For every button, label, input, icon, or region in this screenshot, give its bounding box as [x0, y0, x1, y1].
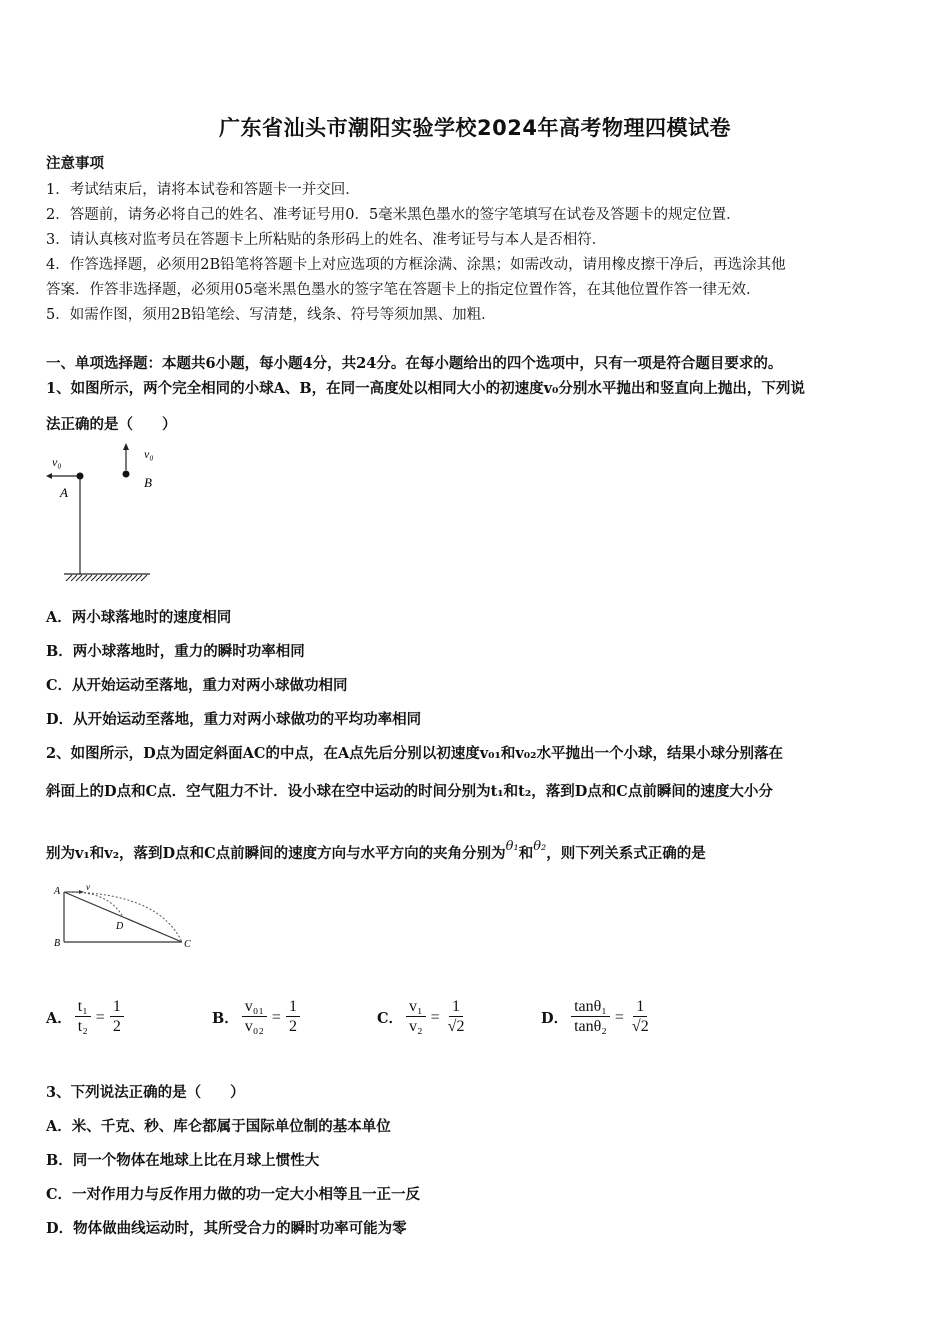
- q3-option-a: A．米、千克、秒、库仑都属于国际单位制的基本单位: [46, 1118, 391, 1135]
- denominator: t₂: [77, 1018, 88, 1035]
- label-c: C: [184, 939, 191, 950]
- numerator: 1: [286, 998, 300, 1017]
- arrow-head-left: [46, 473, 52, 479]
- numerator: tanθ₁: [571, 998, 610, 1017]
- notice-item: 答案．作答非选择题，必须用05毫米黑色墨水的签字笔在答题卡上的指定位置作答，在其他位置作答一律无效．: [46, 282, 761, 298]
- page-title: 广东省汕头市潮阳实验学校2024年高考物理四模试卷: [219, 116, 731, 140]
- label-a: A: [60, 485, 68, 500]
- option-label: D．: [541, 1010, 569, 1027]
- arrow-head-up: [123, 443, 129, 450]
- q3-stem: 3、下列说法正确的是（ ）: [46, 1084, 245, 1101]
- notice-item: 3．请认真核对监考员在答题卡上所粘贴的条形码上的姓名、准考证号与本人是否相符．: [46, 232, 607, 248]
- label-v0-right: v₀: [144, 447, 154, 461]
- label-b: B: [144, 475, 152, 490]
- q3-option-c: C．一对作用力与反作用力做的功一定大小相等且一正一反: [46, 1186, 421, 1203]
- fraction-right: [445, 998, 468, 1037]
- q2-stem-line3-a: 别为v₁和v₂，落到D点和C点前瞬间的速度方向与水平方向的夹角分别为: [46, 845, 506, 862]
- q2-option-c: [377, 998, 470, 1037]
- and-text: 和: [518, 845, 534, 862]
- q3-option-b: B．同一个物体在地球上比在月球上惯性大: [46, 1152, 320, 1169]
- option-label: B．: [212, 1010, 239, 1027]
- numerator: 1: [110, 998, 124, 1017]
- numerator: v₁: [406, 998, 426, 1017]
- q1-stem-line2: 法正确的是（ ）: [46, 416, 177, 433]
- ground-hatch: [66, 575, 147, 581]
- section-heading: 一、单项选择题：本题共6小题，每小题4分，共24分。在每小题给出的四个选项中，只有一项是符合题目要求的。: [46, 355, 783, 372]
- q1-option-a: A．两小球落地时的速度相同: [46, 609, 232, 626]
- label-b: B: [54, 938, 61, 949]
- option-label: A．: [46, 1010, 72, 1027]
- q2-option-a: [46, 998, 127, 1037]
- notice-item: 1．考试结束后，请将本试卷和答题卡一并交回．: [46, 182, 360, 198]
- label-v0-left: v₀: [52, 455, 62, 469]
- denominator: √2: [631, 1018, 649, 1035]
- q1-stem-line1: 1、如图所示，两个完全相同的小球A、B，在同一高度处以相同大小的初速度v₀分别水平抛出和竖直向上抛出，下列说: [46, 380, 805, 397]
- q2-figure: [48, 880, 198, 955]
- q2-stem-line1: 2、如图所示，D点为固定斜面AC的中点，在A点先后分别以初速度v₀₁和v₀₂水平抛出一个小球，结果小球分别落在: [46, 745, 783, 762]
- q1-option-c: C．从开始运动至落地，重力对两小球做功相同: [46, 677, 348, 694]
- denominator: 2: [112, 1018, 121, 1035]
- label-v: v: [86, 882, 90, 892]
- equals: =: [271, 1008, 281, 1026]
- arrow-head-right: [79, 890, 84, 894]
- numerator: 1: [633, 998, 647, 1017]
- notice-heading: 注意事项: [46, 155, 104, 172]
- q2-stem-line3-b: ，则下列关系式正确的是: [546, 845, 706, 862]
- q2-option-b: [212, 998, 303, 1037]
- notice-item: 4．作答选择题，必须用2B铅笔将答题卡上对应选项的方框涂满、涂黑；如需改动，请用橡皮擦干净后，再选涂其他: [46, 257, 786, 273]
- q2-stem-line3: [46, 839, 706, 863]
- denominator: √2: [447, 1018, 465, 1035]
- fraction-left: [75, 998, 91, 1037]
- q3-option-d: D．物体做曲线运动时，其所受合力的瞬时功率可能为零: [46, 1220, 407, 1237]
- denominator: 2: [288, 1018, 297, 1035]
- numerator: 1: [449, 998, 463, 1017]
- equals: =: [95, 1008, 105, 1026]
- fraction-right: [629, 998, 652, 1037]
- theta2: θ₂: [533, 839, 547, 854]
- label-a: A: [54, 886, 61, 897]
- notice-item: 2．答题前，请务必将自己的姓名、准考证号用0．5毫米黑色墨水的签字笔填写在试卷及答题卡的规定位置．: [46, 207, 741, 223]
- q2-option-d: [541, 998, 655, 1037]
- q1-figure: [40, 440, 160, 590]
- theta1: θ₁: [505, 839, 519, 854]
- q1-option-d: D．从开始运动至落地，重力对两小球做功的平均功率相同: [46, 711, 422, 728]
- fraction-left: [242, 998, 267, 1037]
- fraction-right: [110, 998, 124, 1037]
- notice-item: 5．如需作图，须用2B铅笔绘、写清楚，线条、符号等须加黑、加粗．: [46, 307, 496, 323]
- label-d: D: [116, 921, 124, 932]
- fraction-left: [571, 998, 610, 1037]
- equals: =: [614, 1008, 624, 1026]
- option-label: C．: [377, 1010, 404, 1027]
- fraction-right: [286, 998, 300, 1037]
- q2-stem-line2: 斜面上的D点和C点．空气阻力不计．设小球在空中运动的时间分别为t₁和t₂，落到D点和C点前瞬间的速度大小分: [46, 783, 773, 800]
- denominator: v₀₂: [244, 1018, 264, 1035]
- ball-b: [123, 471, 130, 478]
- q1-option-b: B．两小球落地时，重力的瞬时功率相同: [46, 643, 305, 660]
- equals: =: [430, 1008, 440, 1026]
- denominator: v₂: [409, 1018, 423, 1035]
- numerator: v₀₁: [242, 998, 267, 1017]
- incline-ac: [64, 892, 182, 942]
- numerator: t₁: [75, 998, 91, 1017]
- fraction-left: [406, 998, 426, 1037]
- denominator: tanθ₂: [574, 1018, 607, 1035]
